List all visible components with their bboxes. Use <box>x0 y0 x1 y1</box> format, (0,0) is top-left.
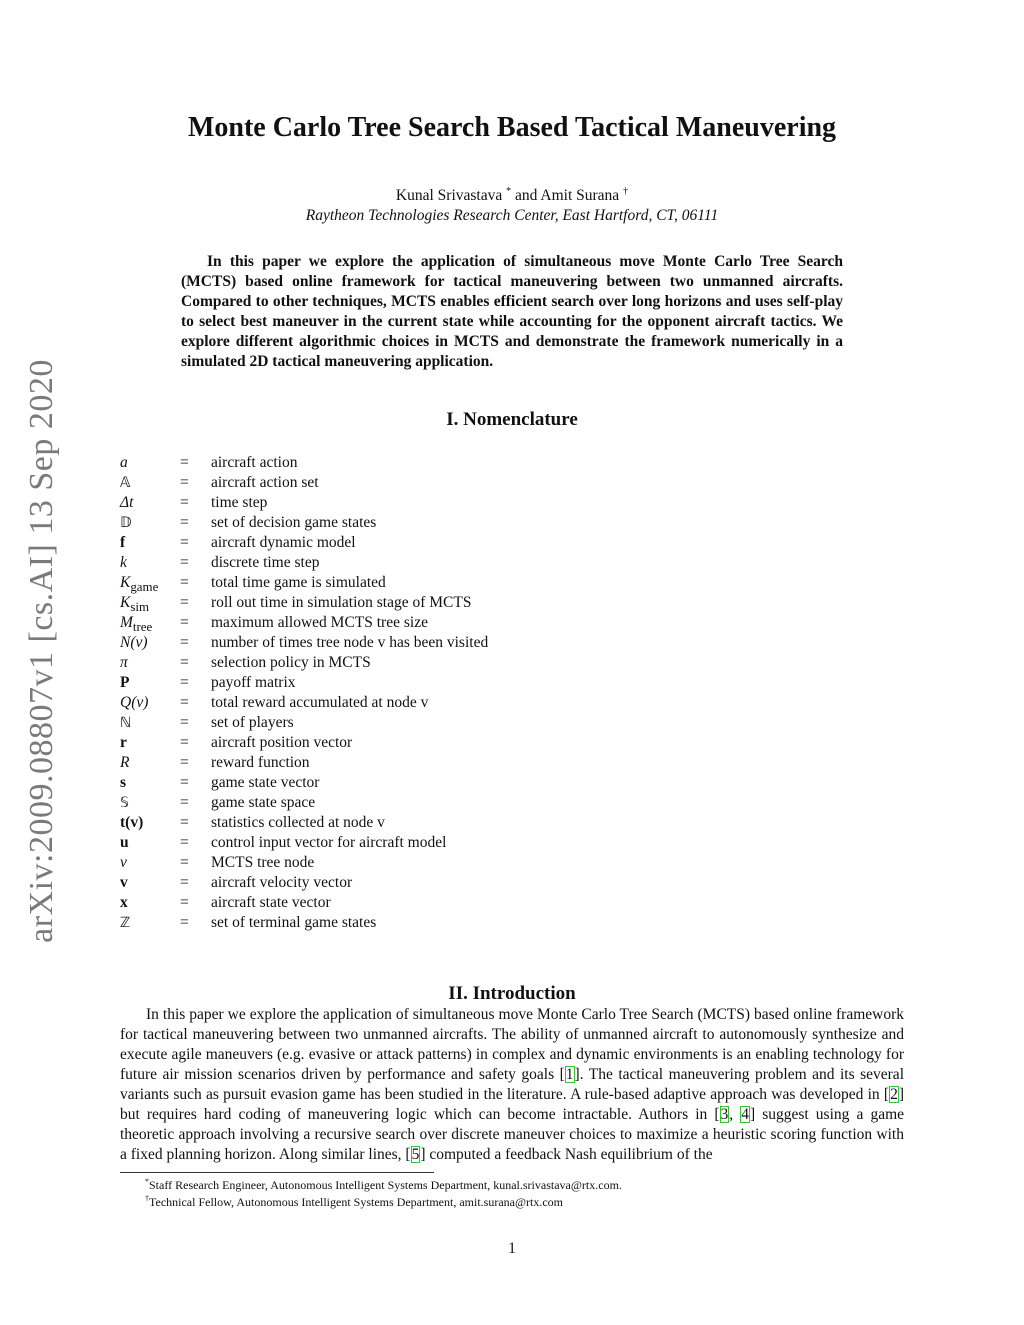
introduction-paragraph <box>120 1005 904 1165</box>
nomenclature-symbol-main: 𝕊 <box>120 795 129 811</box>
nomenclature-equals: = <box>180 814 189 831</box>
nomenclature-definition: aircraft state vector <box>211 894 331 911</box>
nomenclature-symbol-subscript: tree <box>132 619 153 635</box>
nomenclature-symbol-main: f <box>120 534 126 551</box>
nomenclature-definition: reward function <box>211 754 310 771</box>
nomenclature-definition: aircraft position vector <box>211 734 353 751</box>
introduction-text: ] but requires hard coding of maneuvering logic which can become intractable. Authors in [ <box>120 1086 904 1123</box>
nomenclature-row <box>120 633 620 653</box>
nomenclature-row <box>120 753 620 773</box>
nomenclature-row <box>120 873 620 893</box>
nomenclature-symbol <box>120 793 180 813</box>
nomenclature-equals: = <box>180 854 189 871</box>
citation-link[interactable]: 2 <box>890 1086 898 1103</box>
nomenclature-definition: set of decision game states <box>211 514 377 531</box>
nomenclature-definition: statistics collected at node v <box>211 814 385 831</box>
abstract: In this paper we explore the application of simultaneous move Monte Carlo Tree Search (MCTS) based online framework for tactical maneuvering between two unmanned aircrafts. Compared to other techniques, MCTS enables efficient search over long horizons and uses self-play to select best maneuver in the current state while accounting for the opponent aircraft tactics. We explore different algorithmic choices in MCTS and demonstrate the framework numerically in a simulated 2D tactical maneuvering application. <box>181 253 843 370</box>
nomenclature-row <box>120 913 620 933</box>
nomenclature-symbol <box>120 853 180 873</box>
nomenclature-equals: = <box>180 634 189 651</box>
nomenclature-equals: = <box>180 574 189 591</box>
footnote-2-mark: † <box>145 1194 149 1203</box>
nomenclature-equals: = <box>180 834 189 851</box>
nomenclature-definition: game state space <box>211 794 316 811</box>
nomenclature-row <box>120 573 620 593</box>
nomenclature-symbol-main: r <box>120 734 127 751</box>
nomenclature-row <box>120 893 620 913</box>
nomenclature-symbol <box>120 493 180 513</box>
introduction-text: ] computed a feedback Nash equilibrium of the <box>420 1146 713 1163</box>
nomenclature-definition: aircraft velocity vector <box>211 874 353 891</box>
introduction-text: ] suggest using a game theoretic approach involving a recursive search over discrete maneuver choices to maximize a heuristic scoring function with a fixed planning horizon. Along similar lines, [ <box>120 1106 905 1163</box>
nomenclature-equals: = <box>180 774 189 791</box>
nomenclature-symbol <box>120 633 180 653</box>
nomenclature-symbol <box>120 873 180 893</box>
nomenclature-equals: = <box>180 474 189 491</box>
nomenclature-equals: = <box>180 734 189 751</box>
nomenclature-symbol <box>120 813 180 833</box>
nomenclature-row <box>120 653 620 673</box>
nomenclature-definition: control input vector for aircraft model <box>211 834 447 851</box>
nomenclature-symbol-main: t(v) <box>120 814 144 831</box>
introduction-text: In this paper we explore the application of simultaneous move Monte Carlo Tree Search (MCTS) based online framework for tactical maneuvering between two unmanned aircrafts. The ability of unmanned aircraft to autonomously synthesize and execute agile maneuvers (e.g. evasive or attack patterns) in complex and dynamic environments is an enabling technology for future air mission scenarios driven by performance and safety goals [ <box>120 1006 904 1083</box>
nomenclature-symbol-main: 𝔻 <box>120 515 132 531</box>
citation-link[interactable]: 1 <box>565 1066 574 1083</box>
author-1-name: Kunal Srivastava <box>395 187 507 205</box>
footnote-1 <box>145 1177 622 1193</box>
nomenclature-definition: number of times tree node v has been visited <box>211 634 489 651</box>
nomenclature-symbol-subscript: sim <box>130 599 149 615</box>
nomenclature-definition: selection policy in MCTS <box>211 654 371 671</box>
nomenclature-definition: game state vector <box>211 774 320 791</box>
nomenclature-row <box>120 693 620 713</box>
nomenclature-symbol-main: Q(v) <box>120 694 149 711</box>
nomenclature-symbol-main: v <box>120 854 127 871</box>
nomenclature-row <box>120 793 620 813</box>
nomenclature-definition: aircraft action <box>211 454 298 471</box>
nomenclature-symbol <box>120 593 180 613</box>
nomenclature-equals: = <box>180 494 189 511</box>
footnote-2 <box>145 1194 563 1210</box>
nomenclature-symbol <box>120 893 180 913</box>
nomenclature-symbol-main: v <box>120 874 128 891</box>
nomenclature-equals: = <box>180 514 189 531</box>
nomenclature-row <box>120 513 620 533</box>
nomenclature-symbol <box>120 573 180 593</box>
author-affiliation: Raytheon Technologies Research Center, East Hartford, CT, 06111 <box>305 207 719 224</box>
nomenclature-definition: maximum allowed MCTS tree size <box>211 614 428 631</box>
nomenclature-symbol-main: k <box>120 554 127 571</box>
nomenclature-equals: = <box>180 654 189 671</box>
citation-link[interactable]: 3 <box>720 1106 729 1123</box>
nomenclature-row <box>120 733 620 753</box>
nomenclature-definition: set of terminal game states <box>211 914 377 931</box>
nomenclature-symbol-main: ℕ <box>120 715 132 731</box>
nomenclature-symbol <box>120 673 180 693</box>
section-heading-introduction: II. Introduction <box>448 983 576 1004</box>
nomenclature-definition: time step <box>211 494 268 511</box>
nomenclature-equals: = <box>180 874 189 891</box>
nomenclature-definition: payoff matrix <box>211 674 296 691</box>
nomenclature-equals: = <box>180 694 189 711</box>
nomenclature-symbol <box>120 733 180 753</box>
footnote-1-text: Staff Research Engineer, Autonomous Intelligent Systems Department, kunal.srivastava@rtx.com. <box>149 1178 622 1192</box>
nomenclature-symbol-main: 𝔸 <box>120 475 131 491</box>
nomenclature-symbol-main: ℤ <box>120 915 131 931</box>
nomenclature-equals: = <box>180 714 189 731</box>
nomenclature-row <box>120 853 620 873</box>
nomenclature-row <box>120 713 620 733</box>
nomenclature-symbol <box>120 453 180 473</box>
author-2-footnote-mark[interactable]: † <box>623 186 629 197</box>
nomenclature-definition: roll out time in simulation stage of MCTS <box>211 594 472 611</box>
nomenclature-symbol-subscript: game <box>130 579 159 595</box>
nomenclature-definition: total reward accumulated at node v <box>211 694 429 711</box>
nomenclature-symbol <box>120 653 180 673</box>
arxiv-identifier-text: arXiv:2009.08807v1 [cs.AI] 13 Sep 2020 <box>23 359 61 943</box>
nomenclature-row <box>120 473 620 493</box>
nomenclature-equals: = <box>180 794 189 811</box>
nomenclature-symbol <box>120 693 180 713</box>
nomenclature-symbol-main: R <box>120 754 130 771</box>
nomenclature-row <box>120 833 620 853</box>
nomenclature-equals: = <box>180 914 189 931</box>
footnote-1-mark: * <box>145 1177 149 1186</box>
nomenclature-symbol <box>120 473 180 493</box>
author-line <box>0 186 1024 205</box>
nomenclature-row <box>120 773 620 793</box>
nomenclature-definition: discrete time step <box>211 554 320 571</box>
nomenclature-symbol-main: u <box>120 834 129 851</box>
nomenclature-symbol-main: P <box>120 674 130 691</box>
nomenclature-equals: = <box>180 594 189 611</box>
nomenclature-definition: MCTS tree node <box>211 854 315 871</box>
nomenclature-symbol-main: Δt <box>120 494 134 511</box>
page-number: 1 <box>508 1240 516 1257</box>
nomenclature-row <box>120 533 620 553</box>
footnote-2-text: Technical Fellow, Autonomous Intelligent Systems Department, amit.surana@rtx.com <box>149 1195 564 1209</box>
nomenclature-equals: = <box>180 454 189 471</box>
nomenclature-row <box>120 553 620 573</box>
paper-title: Monte Carlo Tree Search Based Tactical Maneuvering <box>187 112 837 143</box>
author-2-name: and Amit Surana <box>511 187 624 205</box>
nomenclature-symbol <box>120 833 180 853</box>
nomenclature-row <box>120 613 620 633</box>
nomenclature-equals: = <box>180 554 189 571</box>
introduction-text: ]. The tactical maneuvering problem and its several variants such as pursuit evasion game has been studied in the literature. A rule-based adaptive approach was developed in [ <box>120 1066 904 1103</box>
nomenclature-row <box>120 593 620 613</box>
nomenclature-symbol <box>120 613 180 633</box>
section-heading-nomenclature: I. Nomenclature <box>446 409 578 430</box>
nomenclature-symbol-main: x <box>120 894 128 911</box>
nomenclature-definition: total time game is simulated <box>211 574 386 591</box>
author-1-footnote-mark[interactable]: * <box>506 186 512 197</box>
nomenclature-equals: = <box>180 894 189 911</box>
nomenclature-symbol <box>120 913 180 933</box>
nomenclature-definition: aircraft action set <box>211 474 319 491</box>
introduction-text: , <box>729 1106 741 1123</box>
nomenclature-symbol <box>120 533 180 553</box>
citation-link[interactable]: 4 <box>741 1106 749 1123</box>
nomenclature-equals: = <box>180 674 189 691</box>
nomenclature-row <box>120 493 620 513</box>
nomenclature-symbol-main: s <box>120 774 127 791</box>
nomenclature-row <box>120 673 620 693</box>
nomenclature-symbol-main: a <box>120 454 128 471</box>
nomenclature-definition: aircraft dynamic model <box>211 534 356 551</box>
nomenclature-definition: set of players <box>211 714 294 731</box>
nomenclature-symbol-main: M <box>120 614 133 631</box>
nomenclature-equals: = <box>180 534 189 551</box>
nomenclature-equals: = <box>180 614 189 631</box>
arxiv-identifier-stamp <box>20 359 64 943</box>
nomenclature-equals: = <box>180 754 189 771</box>
citation-link[interactable]: 5 <box>411 1146 420 1163</box>
nomenclature-symbol <box>120 773 180 793</box>
nomenclature-symbol-main: K <box>120 594 131 611</box>
nomenclature-symbol <box>120 553 180 573</box>
nomenclature-row <box>120 453 620 473</box>
footnote-divider <box>120 1172 434 1173</box>
nomenclature-list <box>120 453 620 933</box>
nomenclature-symbol <box>120 753 180 773</box>
nomenclature-symbol <box>120 513 180 533</box>
nomenclature-symbol <box>120 713 180 733</box>
nomenclature-row <box>120 813 620 833</box>
nomenclature-symbol-main: K <box>120 574 131 591</box>
nomenclature-symbol-main: π <box>120 654 128 671</box>
nomenclature-symbol-main: N(v) <box>120 634 148 651</box>
